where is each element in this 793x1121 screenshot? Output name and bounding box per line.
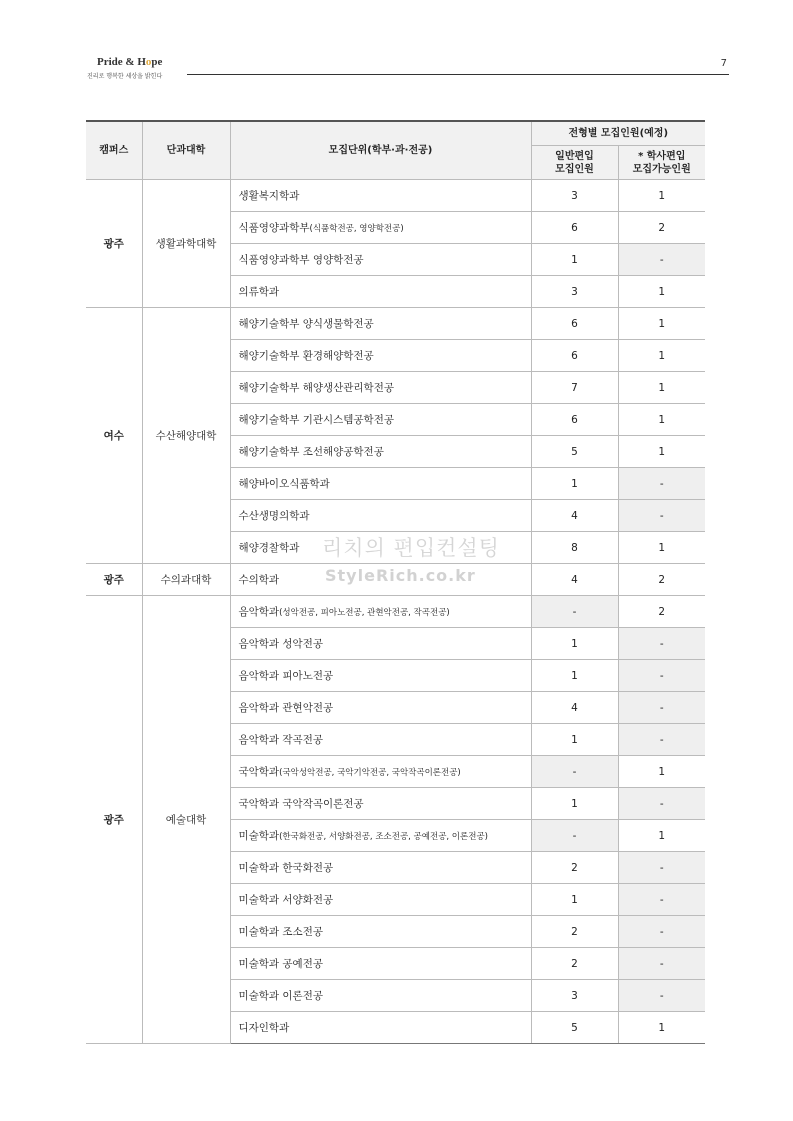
page-number: 7 <box>720 58 727 69</box>
slogan: 진리로 행복한 세상을 밝힌다 <box>87 73 163 80</box>
unit-name: 생활복지학과 <box>238 190 300 202</box>
unit-name: 음악학과 <box>238 606 280 618</box>
general-quota-cell: 7 <box>531 372 618 404</box>
bachelor-quota-cell: - <box>618 980 705 1012</box>
unit-name: 미술학과 <box>238 830 280 842</box>
bachelor-quota-cell: - <box>618 628 705 660</box>
bachelor-quota-cell: 2 <box>618 596 705 628</box>
general-quota-cell: 1 <box>531 468 618 500</box>
unit-name-cell <box>230 1012 531 1044</box>
unit-name-cell <box>230 692 531 724</box>
bachelor-quota-cell: 1 <box>618 436 705 468</box>
unit-name: 해양바이오식품학과 <box>238 478 330 490</box>
unit-name-cell <box>230 724 531 756</box>
unit-name: 해양기술학부 환경해양학전공 <box>238 350 374 362</box>
watermark-url: StyleRich.co.kr <box>325 566 476 585</box>
college-cell: 수의과대학 <box>142 564 230 596</box>
header-unit: 모집단위(학부·과·전공) <box>230 121 531 180</box>
unit-name: 디자인학과 <box>238 1022 290 1034</box>
general-quota-cell: - <box>531 756 618 788</box>
unit-name-cell <box>230 628 531 660</box>
bachelor-quota-cell: 1 <box>618 404 705 436</box>
bachelor-quota-cell: 1 <box>618 180 705 212</box>
unit-name-cell <box>230 212 531 244</box>
general-quota-cell: 1 <box>531 884 618 916</box>
general-quota-cell: 5 <box>531 1012 618 1044</box>
unit-name-cell <box>230 340 531 372</box>
general-quota-cell: 1 <box>531 788 618 820</box>
unit-name: 음악학과 피아노전공 <box>238 670 334 682</box>
header-campus: 캠퍼스 <box>86 121 142 180</box>
college-cell: 생활과학대학 <box>142 180 230 308</box>
bachelor-quota-cell: - <box>618 244 705 276</box>
unit-name: 해양기술학부 양식생물학전공 <box>238 318 374 330</box>
bachelor-quota-cell: - <box>618 788 705 820</box>
general-quota-cell: 1 <box>531 628 618 660</box>
college-cell: 예술대학 <box>142 596 230 1044</box>
general-quota-cell: - <box>531 596 618 628</box>
page-header <box>87 54 729 84</box>
general-quota-cell: 3 <box>531 980 618 1012</box>
unit-name-cell <box>230 884 531 916</box>
general-quota-cell: 1 <box>531 244 618 276</box>
watermark-text: 리치의 편입컨설팅 <box>322 536 500 560</box>
unit-subdetail: (식품학전공, 영양학전공) <box>309 224 404 234</box>
unit-name: 미술학과 서양화전공 <box>238 894 334 906</box>
bachelor-quota-cell: - <box>618 948 705 980</box>
bachelor-quota-cell: - <box>618 468 705 500</box>
unit-name: 음악학과 성악전공 <box>238 638 323 650</box>
campus-cell: 광주 <box>86 180 142 308</box>
general-quota-cell: 6 <box>531 308 618 340</box>
bachelor-quota-cell: - <box>618 500 705 532</box>
header-general-transfer: 일반편입 모집인원 <box>531 146 618 180</box>
header-college: 단과대학 <box>142 121 230 180</box>
bachelor-quota-cell: 1 <box>618 308 705 340</box>
header-bachelor-transfer: * 학사편입 모집가능인원 <box>618 146 705 180</box>
unit-name: 음악학과 작곡전공 <box>238 734 323 746</box>
campus-cell: 여수 <box>86 308 142 564</box>
bachelor-quota-cell: 1 <box>618 372 705 404</box>
unit-name: 국악학과 국악작곡이론전공 <box>238 798 364 810</box>
unit-subdetail: (국악성악전공, 국악기악전공, 국악작곡이론전공) <box>279 768 461 778</box>
unit-name-cell <box>230 852 531 884</box>
header-quota-group: 전형별 모집인원(예정) <box>531 121 705 146</box>
unit-name-cell <box>230 404 531 436</box>
brand-logo: Pride & Hope <box>97 56 163 68</box>
bachelor-quota-cell: 2 <box>618 212 705 244</box>
bachelor-quota-cell: - <box>618 692 705 724</box>
unit-name: 식품영양과학부 <box>238 222 310 234</box>
unit-name: 미술학과 조소전공 <box>238 926 323 938</box>
unit-name-cell <box>230 980 531 1012</box>
bachelor-quota-cell: - <box>618 916 705 948</box>
unit-name-cell <box>230 468 531 500</box>
unit-name: 미술학과 이론전공 <box>238 990 323 1002</box>
general-quota-cell: 6 <box>531 212 618 244</box>
unit-name: 해양경찰학과 <box>238 542 300 554</box>
unit-name: 해양기술학부 기관시스템공학전공 <box>238 414 394 426</box>
unit-name-cell <box>230 436 531 468</box>
unit-name: 수의학과 <box>238 574 280 586</box>
general-quota-cell: 2 <box>531 852 618 884</box>
table-row <box>86 180 705 212</box>
general-quota-cell: 3 <box>531 276 618 308</box>
general-quota-cell: - <box>531 820 618 852</box>
unit-name: 해양기술학부 조선해양공학전공 <box>238 446 384 458</box>
unit-name-cell <box>230 660 531 692</box>
unit-name: 해양기술학부 해양생산관리학전공 <box>238 382 394 394</box>
general-quota-cell: 3 <box>531 180 618 212</box>
general-quota-cell: 4 <box>531 500 618 532</box>
general-quota-cell: 6 <box>531 404 618 436</box>
unit-name-cell <box>230 596 531 628</box>
general-quota-cell: 4 <box>531 564 618 596</box>
general-quota-cell: 4 <box>531 692 618 724</box>
table-row <box>86 596 705 628</box>
unit-name-cell <box>230 916 531 948</box>
bachelor-quota-cell: 1 <box>618 340 705 372</box>
unit-name: 미술학과 한국화전공 <box>238 862 334 874</box>
unit-name: 국악학과 <box>238 766 280 778</box>
general-quota-cell: 5 <box>531 436 618 468</box>
header-divider <box>187 74 729 75</box>
table-body <box>86 180 705 1044</box>
unit-name: 식품영양과학부 영양학전공 <box>238 254 364 266</box>
bachelor-quota-cell: 1 <box>618 1012 705 1044</box>
general-quota-cell: 6 <box>531 340 618 372</box>
general-quota-cell: 8 <box>531 532 618 564</box>
unit-name-cell <box>230 948 531 980</box>
bachelor-quota-cell: 1 <box>618 820 705 852</box>
table-row <box>86 308 705 340</box>
unit-name-cell <box>230 820 531 852</box>
bachelor-quota-cell: 1 <box>618 756 705 788</box>
unit-name-cell <box>230 372 531 404</box>
unit-name-cell <box>230 308 531 340</box>
unit-name: 의류학과 <box>238 286 280 298</box>
bachelor-quota-cell: - <box>618 660 705 692</box>
campus-cell: 광주 <box>86 596 142 1044</box>
general-quota-cell: 2 <box>531 916 618 948</box>
bachelor-quota-cell: - <box>618 852 705 884</box>
bachelor-quota-cell: 1 <box>618 532 705 564</box>
general-quota-cell: 1 <box>531 660 618 692</box>
unit-subdetail: (한국화전공, 서양화전공, 조소전공, 공예전공, 이론전공) <box>279 832 488 842</box>
campus-cell: 광주 <box>86 564 142 596</box>
unit-name-cell <box>230 756 531 788</box>
unit-name-cell <box>230 788 531 820</box>
unit-name-cell <box>230 276 531 308</box>
unit-name-cell <box>230 500 531 532</box>
bachelor-quota-cell: 2 <box>618 564 705 596</box>
bachelor-quota-cell: 1 <box>618 276 705 308</box>
general-quota-cell: 2 <box>531 948 618 980</box>
unit-name: 미술학과 공예전공 <box>238 958 323 970</box>
unit-name-cell <box>230 244 531 276</box>
bachelor-quota-cell: - <box>618 724 705 756</box>
bachelor-quota-cell: - <box>618 884 705 916</box>
general-quota-cell: 1 <box>531 724 618 756</box>
college-cell: 수산해양대학 <box>142 308 230 564</box>
unit-subdetail: (성악전공, 피아노전공, 관현악전공, 작곡전공) <box>279 608 450 618</box>
unit-name: 수산생명의학과 <box>238 510 310 522</box>
unit-name: 음악학과 관현악전공 <box>238 702 334 714</box>
unit-name-cell <box>230 180 531 212</box>
